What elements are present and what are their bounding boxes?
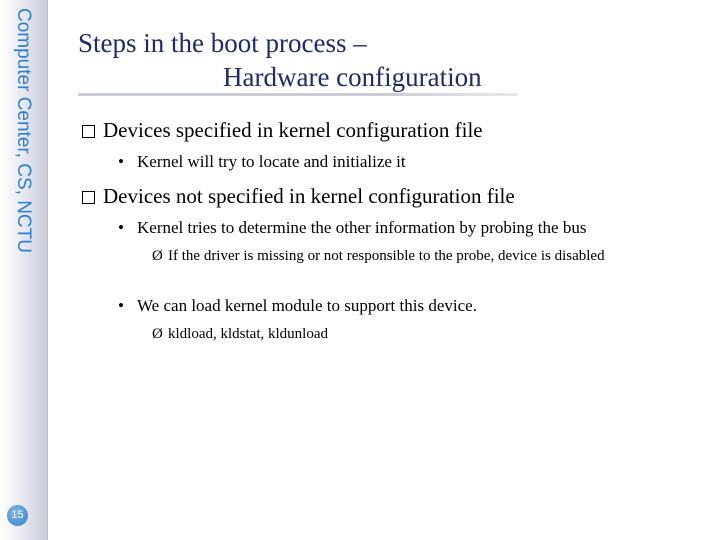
bullet-item-2-sub-1-text: Kernel tries to determine the other information by probing the bus — [137, 218, 587, 237]
bullet-item-1-text: Devices specified in kernel configuration file — [103, 118, 483, 142]
bullet-dot-icon: • — [118, 296, 124, 315]
sidebar-divider — [47, 0, 48, 540]
title-line-2: Hardware configuration — [223, 62, 482, 92]
bullet-item-2-sub-1-sub-1-text: If the driver is missing or not responsible to the probe, device is disabled — [168, 248, 605, 264]
bullet-item-1-sub-1-text: Kernel will try to locate and initialize it — [137, 152, 406, 171]
slide-title — [78, 26, 518, 94]
bullet-item-2-sub-1 — [118, 217, 586, 239]
title-underline — [78, 93, 518, 96]
bullet-item-1-sub-1 — [118, 151, 406, 173]
bullet-dot-icon: • — [118, 218, 124, 237]
title-line-1: Steps in the boot process – — [78, 28, 367, 58]
bullet-item-2-sub-2-text: We can load kernel module to support this device. — [137, 296, 477, 315]
checkbox-icon — [82, 191, 95, 204]
arrow-bullet-icon: Ø — [152, 326, 163, 342]
bullet-dot-icon: • — [118, 152, 124, 171]
bullet-item-2-sub-2 — [118, 295, 477, 317]
sidebar-label: Computer Center, CS, NCTU — [13, 8, 34, 253]
arrow-bullet-icon: Ø — [152, 248, 163, 264]
page-number-badge: 15 — [7, 505, 28, 526]
bullet-item-1 — [82, 117, 483, 143]
bullet-item-2-sub-2-sub-1 — [152, 324, 632, 344]
bullet-item-2-text: Devices not specified in kernel configuration file — [103, 184, 515, 208]
bullet-item-2-sub-1-sub-1 — [152, 246, 632, 266]
checkbox-icon — [82, 125, 95, 138]
bullet-item-2-sub-2-sub-1-text: kldload, kldstat, kldunload — [168, 326, 328, 342]
bullet-item-2 — [82, 183, 515, 209]
